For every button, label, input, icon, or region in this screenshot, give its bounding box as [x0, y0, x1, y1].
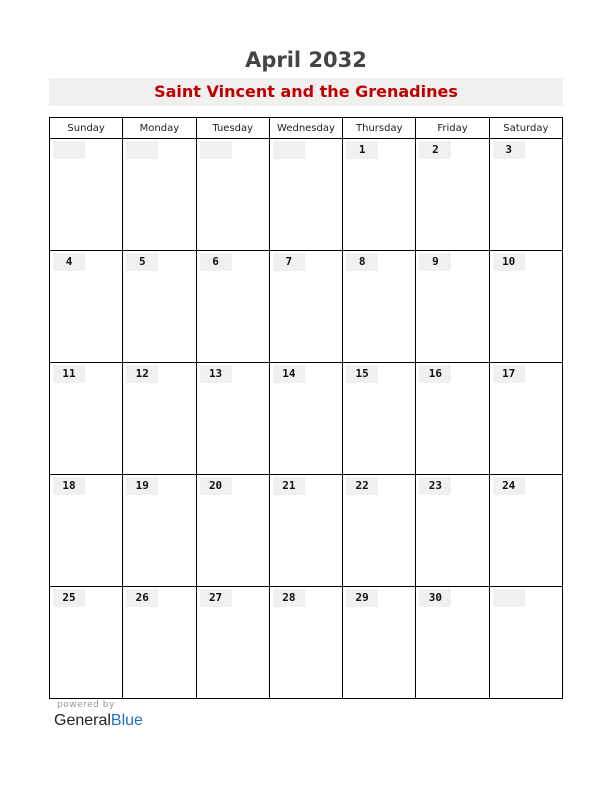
day-cell: [50, 139, 123, 251]
day-cell: [416, 475, 489, 587]
day-cell: [269, 251, 342, 363]
day-cell: [489, 251, 562, 363]
day-number: 19: [126, 477, 158, 495]
day-cell: [196, 475, 269, 587]
day-cell: [343, 475, 416, 587]
weekday-friday: Friday: [416, 118, 489, 139]
day-cell: [343, 251, 416, 363]
day-cell: [50, 363, 123, 475]
weekday-thursday: Thursday: [343, 118, 416, 139]
day-number: 23: [419, 477, 451, 495]
day-number: 1: [346, 141, 378, 159]
day-number: [200, 141, 232, 159]
day-cell: [123, 475, 196, 587]
day-number: 3: [493, 141, 525, 159]
day-cell: [50, 251, 123, 363]
day-cell: [123, 587, 196, 699]
day-number: 15: [346, 365, 378, 383]
day-number: 14: [273, 365, 305, 383]
day-number: 11: [53, 365, 85, 383]
day-number: 12: [126, 365, 158, 383]
weekday-header-row: [50, 118, 563, 139]
day-number: 20: [200, 477, 232, 495]
day-number: 4: [53, 253, 85, 271]
day-number: 6: [200, 253, 232, 271]
day-number: [126, 141, 158, 159]
day-cell: [50, 475, 123, 587]
day-cell: [269, 139, 342, 251]
day-number: 7: [273, 253, 305, 271]
week-row: [50, 475, 563, 587]
day-cell: [196, 139, 269, 251]
day-number: 22: [346, 477, 378, 495]
day-number: 29: [346, 589, 378, 607]
day-number: 27: [200, 589, 232, 607]
day-number: 13: [200, 365, 232, 383]
week-row: [50, 251, 563, 363]
day-cell: [489, 475, 562, 587]
day-cell: [416, 363, 489, 475]
day-cell: [269, 363, 342, 475]
day-number: 9: [419, 253, 451, 271]
week-row: [50, 587, 563, 699]
day-number: 26: [126, 589, 158, 607]
day-cell: [196, 587, 269, 699]
day-cell: [416, 251, 489, 363]
day-cell: [489, 587, 562, 699]
powered-by-label: powered by: [57, 700, 115, 710]
calendar-title: April 2032: [245, 48, 367, 72]
day-number: 28: [273, 589, 305, 607]
week-row: [50, 363, 563, 475]
day-cell: [196, 251, 269, 363]
day-cell: [50, 587, 123, 699]
weekday-wednesday: Wednesday: [269, 118, 342, 139]
day-cell: [123, 363, 196, 475]
day-number: [273, 141, 305, 159]
day-cell: [489, 363, 562, 475]
day-cell: [343, 139, 416, 251]
day-number: 24: [493, 477, 525, 495]
day-cell: [343, 363, 416, 475]
day-cell: [489, 139, 562, 251]
day-cell: [269, 475, 342, 587]
day-number: 18: [53, 477, 85, 495]
day-number: 21: [273, 477, 305, 495]
calendar-grid: [49, 117, 563, 699]
day-number: 5: [126, 253, 158, 271]
day-number: 30: [419, 589, 451, 607]
calendar-body: [50, 139, 563, 699]
brand-logo[interactable]: [54, 712, 143, 730]
day-number: 25: [53, 589, 85, 607]
brand-part-general: General: [54, 712, 111, 729]
brand-part-blue: Blue: [110, 712, 143, 729]
day-cell: [416, 139, 489, 251]
day-number: [493, 589, 525, 607]
weekday-sunday: Sunday: [50, 118, 123, 139]
country-name: Saint Vincent and the Grenadines: [49, 78, 563, 106]
weekday-tuesday: Tuesday: [196, 118, 269, 139]
day-number: 2: [419, 141, 451, 159]
week-row: [50, 139, 563, 251]
day-cell: [416, 587, 489, 699]
weekday-saturday: Saturday: [489, 118, 562, 139]
weekday-monday: Monday: [123, 118, 196, 139]
day-cell: [123, 139, 196, 251]
day-number: 8: [346, 253, 378, 271]
day-cell: [269, 587, 342, 699]
day-number: [53, 141, 85, 159]
day-number: 10: [493, 253, 525, 271]
day-cell: [123, 251, 196, 363]
day-number: 17: [493, 365, 525, 383]
day-number: 16: [419, 365, 451, 383]
day-cell: [343, 587, 416, 699]
day-cell: [196, 363, 269, 475]
